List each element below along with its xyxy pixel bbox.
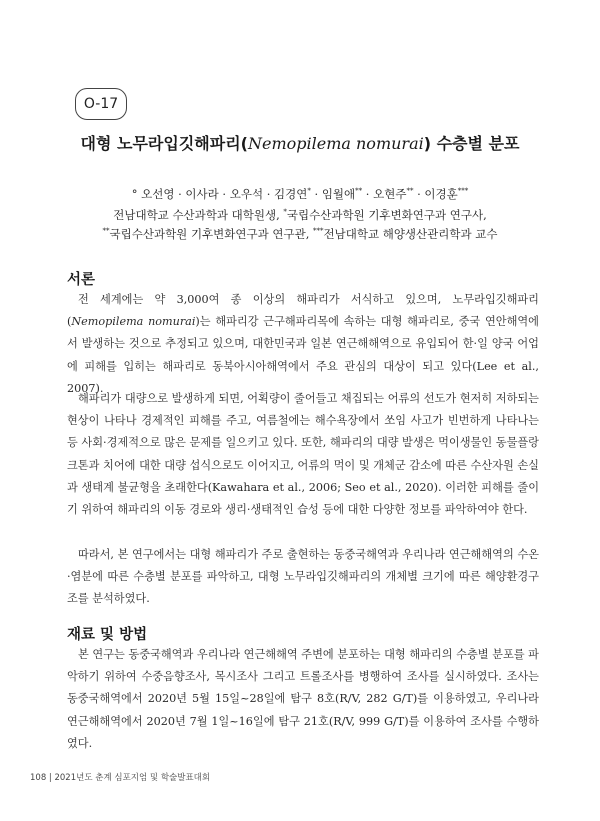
affiliation-mark-2: ** (102, 227, 110, 236)
paper-title (0, 131, 600, 154)
intro-paragraph-3: 따라서, 본 연구에서는 대형 해파리가 주로 출현하는 동중국해역과 우리나라 연근해해역의 수온·염분에 따른 수층별 분포를 파악하고, 대형 노무라입깃해파리의 개체별 크기에 따른 해양환경구조를 분석하였다. (67, 548, 539, 606)
methods-paragraph-1: 본 연구는 동중국해역과 우리나라 연근해해역 주변에 분포하는 대형 해파리의 수층별 분포를 파악하기 위하여 수중음향조사, 목시조사 그리고 트롤조사를 병행하여 조사를 실시하였다. 조사는 동중국해역에서 2020년 5월 15일~28일에 탐구 8호(R/V, 282 G/T)를 이용하였고, 우리나라 연근해해역에서 2020년 7월 1일~16일에 탐구 21호(R/V, 999 G/T)를 이용하여 조사를 수행하였다. (67, 648, 539, 750)
intro-paragraph-2: 해파리가 대량으로 발생하게 되면, 어획량이 줄어들고 채집되는 어류의 선도가 현저히 저하되는 현상이 나타나 경제적인 피해를 주고, 여름철에는 해수욕장에서 쏘임 사고가 빈번하게 나타나는 등 사회·경제적으로 많은 문제를 일으키고 있다. 또한, 해파리의 대량 발생은 먹이생물인 동물플랑크톤과 치어에 대한 대량 섭식으로도 이어지고, 어류의 먹이 및 개체군 감소에 따른 수산자원 손실과 생태계 불균형을 초래한다(Kawahara et al., 2006; Seo et al., 2020). 이러한 피해를 줄이기 위하여 해파리의 이동 경로와 생리·생태적인 습성 등에 대한 다양한 정보를 파악하여야 한다. (67, 392, 539, 517)
section-heading-methods: 재료 및 방법 (67, 627, 148, 643)
affiliation-mark-1: * (283, 208, 287, 217)
affiliation-line-1 (0, 207, 600, 223)
affiliation-line-2 (0, 226, 600, 242)
page-footer: 108 | 2021년도 춘계 심포지엄 및 학술발표대회 (30, 773, 211, 783)
author-list (0, 186, 600, 202)
author-mark-1: * (307, 187, 311, 196)
affiliation-1a: 전남대학교 수산과학과 대학원생, (113, 208, 284, 222)
intro-p1-text-b: )는 해파리강 근구해파리목에 속하는 대형 해파리로, 중국 연안해역에서 발생하는 것으로 추정되고 있으며, 대한민국과 일본 연근해해역으로 유입되어 한·일 양국 어업에 피해를 입히는 해파리로 동북아시아해역에서 주요 관심의 대상이 되고 있다(Lee et al., 2007). (67, 315, 539, 395)
affiliation-1b: 국립수산과학원 기후변화연구과 연구사, (286, 208, 487, 222)
title-species: Nemopilema nomurai (247, 134, 424, 153)
intro-p1-text-a: 전 세계에는 약 3,000여 종 이상의 해파리가 서식하고 있으며, 노무라입깃해파리 ( (67, 293, 539, 329)
intro-p1-species: Nemopilema nomurai (71, 315, 196, 329)
author-3: · 오현주 (362, 187, 407, 201)
affiliation-2b: 전남대학교 해양생산관리학과 교수 (323, 227, 498, 241)
author-group-1: ° 오선영 · 이사라 · 오우석 · 김경연 (131, 187, 308, 201)
title-suffix: ) 수층별 분포 (423, 134, 520, 153)
title-prefix: 대형 노무라입깃해파리( (80, 134, 248, 153)
author-mark-4: *** (457, 187, 469, 196)
affiliation-mark-3: *** (313, 227, 324, 236)
intro-paragraph-1 (67, 289, 539, 400)
author-2: · 임월애 (310, 187, 356, 201)
section-heading-intro: 서론 (67, 272, 96, 288)
author-mark-2: ** (355, 187, 363, 196)
affiliation-2a: 국립수산과학원 기후변화연구과 연구관, (109, 227, 314, 241)
author-4: · 이경훈 (413, 187, 458, 201)
abstract-code: O-17 (75, 88, 127, 120)
author-mark-3: ** (406, 187, 414, 196)
